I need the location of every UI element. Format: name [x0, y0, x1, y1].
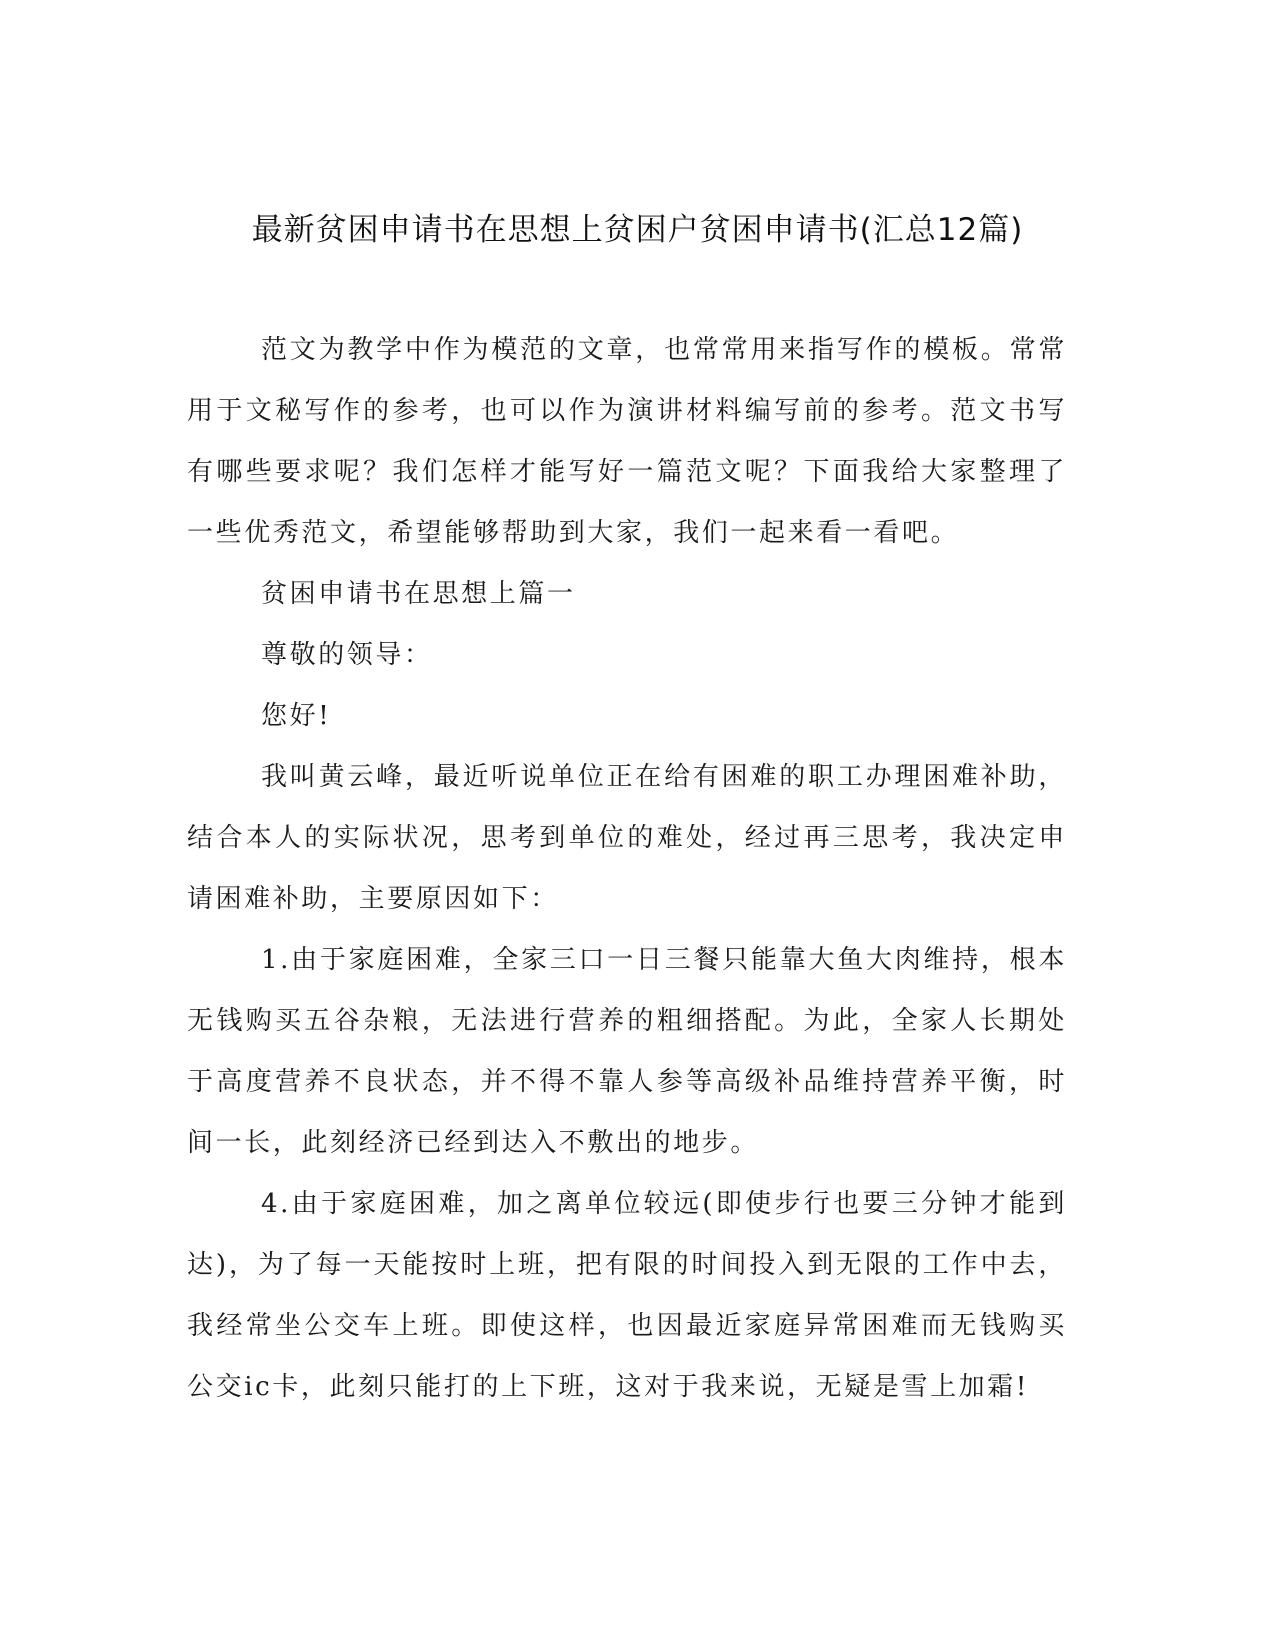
reason-item: 1.由于家庭困难，全家三口一日三餐只能靠大鱼大肉维持，根本无钱购买五谷杂粮，无法进行营养的粗细搭配。为此，全家人长期处于高度营养不良状态，并不得不靠人参等高级补品维持营养平衡，时间一长，此刻经济已经到达入不敷出的地步。	[187, 945, 1067, 1158]
document-body	[187, 320, 1067, 1418]
document-title: 最新贫困申请书在思想上贫困户贫困申请书(汇总12篇)	[251, 212, 1024, 248]
reason-item: 4.由于家庭困难，加之离单位较远(即使步行也要三分钟才能到达)，为了每一天能按时上班，把有限的时间投入到无限的工作中去，我经常坐公交车上班。即使这样，也因最近家庭异常困难而无钱购买公交ic卡，此刻只能打的上下班，这对于我来说，无疑是雪上加霜!	[187, 1189, 1067, 1402]
intro-paragraph: 范文为教学中作为模范的文章，也常常用来指写作的模板。常常用于文秘写作的参考，也可以作为演讲材料编写前的参考。范文书写有哪些要求呢？我们怎样才能写好一篇范文呢？下面我给大家整理了一些优秀范文，希望能够帮助到大家，我们一起来看一看吧。	[187, 335, 1067, 548]
salutation: 尊敬的领导：	[261, 640, 433, 670]
section-heading: 贫困申请书在思想上篇一	[261, 579, 576, 609]
greeting: 您好!	[261, 701, 332, 731]
body-paragraph: 我叫黄云峰，最近听说单位正在给有困难的职工办理困难补助，结合本人的实际状况，思考到单位的难处，经过再三思考，我决定申请困难补助，主要原因如下：	[187, 762, 1067, 914]
